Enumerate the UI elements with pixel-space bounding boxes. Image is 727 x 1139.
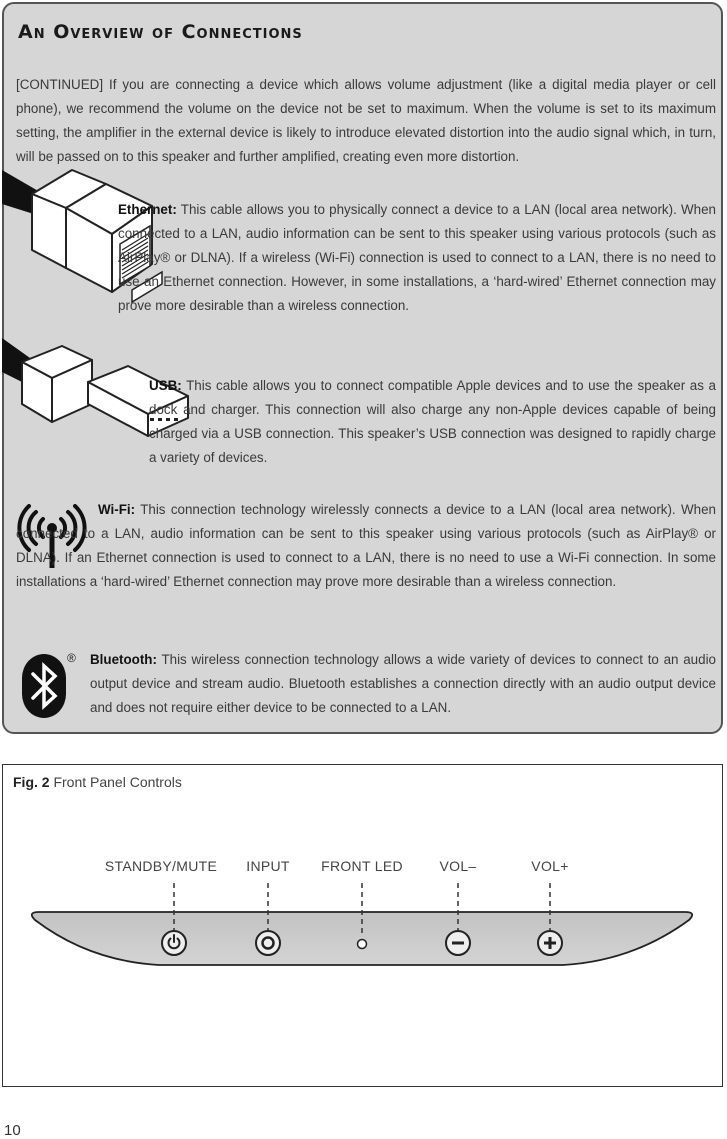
front-panel-drawing [3,765,721,1085]
minus-icon [446,931,470,955]
connections-overview-panel [2,2,723,734]
ethernet-text: This cable allows you to physically connect a device to a LAN (local area network). When connected to a LAN, audio information can be sent to this speaker using various protocols (such as AirPlay® or DLNA). If a wireless (Wi-Fi) connection is used to connect to a LAN, there is no need to use an Ethernet connection. However, in some installations, a ‘hard-wired’ Ethernet connection may prove more desirable than a wireless connection. [118,202,716,313]
intro-paragraph: [CONTINUED] If you are connecting a device which allows volume adjustment (like a digital media player or cell phone), we recommend the volume on the device not be set to maximum. When the volume is set to its maximum setting, the amplifier in the external device is likely to introduce elevated distortion into the audio signal which, in turn, will be passed on to this speaker and further amplified, creating even more distortion. [16,77,716,164]
usb-description [149,374,716,470]
wifi-description [16,498,716,594]
label-vol-plus: VOL+ [531,858,569,874]
label-input: INPUT [246,858,290,874]
label-standby-mute: STANDBY/MUTE [104,858,218,874]
front-panel-figure [2,764,723,1087]
bluetooth-description [90,648,716,720]
label-vol-minus: VOL– [439,858,477,874]
usb-text: This cable allows you to connect compatible Apple devices and to use the speaker as a dock and charger. This connection will also charge any non-Apple devices capable of being charged via a USB connection. This speaker’s USB connection was designed to rapidly charge a variety of devices. [149,378,717,465]
bluetooth-icon [20,652,68,720]
led-indicator-icon [358,940,367,949]
ethernet-description [118,198,716,318]
registered-mark: ® [67,651,76,665]
wifi-label: Wi-Fi: [98,502,136,517]
bluetooth-text: This wireless connection technology allows a wide variety of devices to connect to an audio output device and stream audio. Bluetooth establishes a connection directly with an audio output device and does not require either device to be connected to a LAN. [90,652,716,715]
ethernet-label: Ethernet: [118,202,177,217]
wifi-text: This connection technology wirelessly connects a device to a LAN (local area network). When connected to a LAN, audio information can be sent to this speaker using various protocols (such as AirPlay® or DLNA). If an Ethernet connection is used to connect to a LAN, there is no need to use a Wi-Fi connection. In some installations a ‘hard-wired’ Ethernet connection may prove more desirable than a wireless connection. [16,502,716,589]
power-icon [162,931,186,955]
input-icon [256,931,280,955]
usb-label: USB: [149,378,182,393]
page-number: 10 [4,1122,21,1139]
label-front-led: FRONT LED [321,858,403,874]
bluetooth-label: Bluetooth: [90,652,157,667]
section-title: An Overview of Connections [18,21,303,43]
figure-number: Fig. 2 [13,774,50,790]
plus-icon [538,931,562,955]
figure-caption-text: Front Panel Controls [53,774,182,790]
